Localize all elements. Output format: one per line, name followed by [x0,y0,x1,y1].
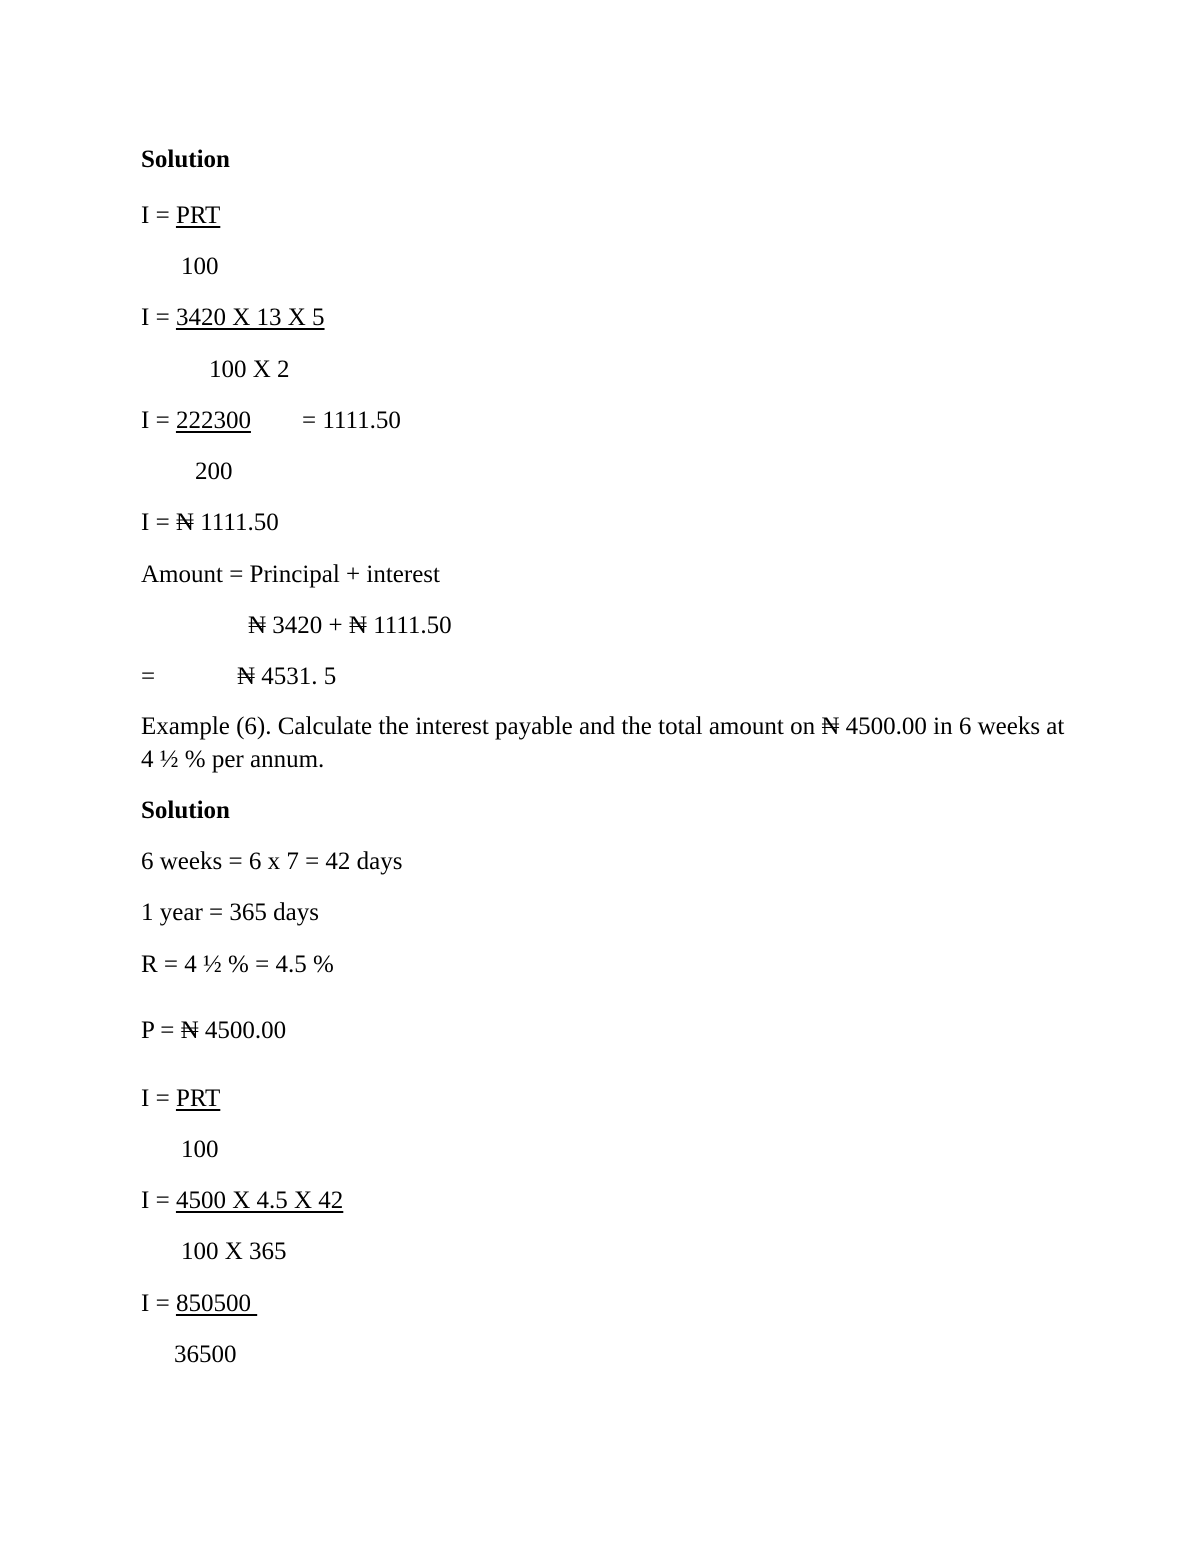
step2-denominator-2: 36500 [174,1341,237,1368]
step2-numerator: 850500 [175,1290,258,1317]
example-6-question: Example (6). Calculate the interest payable and the total amount on ₦ 4500.00 in 6 weeks at 4 ½ % per annum. [141,713,1065,773]
amount-total: ₦ 4531. 5 [237,663,337,690]
step2-line-1 [141,408,251,433]
interest-line-1: I = ₦ 1111.50 [141,509,279,536]
amount-sum-line: ₦ 3420 + ₦ 1111.50 [248,612,452,639]
year-line: 1 year = 365 days [141,899,319,926]
step1-line-2 [141,1188,343,1213]
step1-lhs: I = [141,304,176,331]
formula-line-2 [141,1086,220,1111]
formula-denominator-1: 100 [181,253,219,280]
step1-numerator: 3420 X 13 X 5 [175,304,325,331]
step2-denominator-1: 200 [195,458,233,485]
amount-formula-line: Amount = Principal + interest [141,561,440,588]
step1-line-1 [141,305,325,330]
step1-lhs: I = [141,1187,176,1214]
step2-lhs: I = [141,407,176,434]
formula-lhs: I = [141,1085,176,1112]
step1-denominator-1: 100 X 2 [209,356,290,383]
rate-line: R = 4 ½ % = 4.5 % [141,951,334,978]
step1-denominator-2: 100 X 365 [181,1238,287,1265]
solution-heading-2: Solution [141,797,230,824]
principal-line: P = ₦ 4500.00 [141,1017,287,1044]
formula-numerator: PRT [175,202,221,229]
solution-heading-1: Solution [141,146,230,173]
formula-denominator-2: 100 [181,1136,219,1163]
step1-numerator: 4500 X 4.5 X 42 [175,1187,344,1214]
formula-lhs: I = [141,202,176,229]
step2-lhs: I = [141,1290,176,1317]
step2-result-1: = 1111.50 [302,407,401,434]
formula-line-1 [141,203,220,228]
amount-equals-sign: = [141,663,156,690]
step2-numerator: 222300 [175,407,251,434]
weeks-line: 6 weeks = 6 x 7 = 42 days [141,848,403,875]
step2-line-2 [141,1291,257,1316]
formula-numerator: PRT [175,1085,221,1112]
